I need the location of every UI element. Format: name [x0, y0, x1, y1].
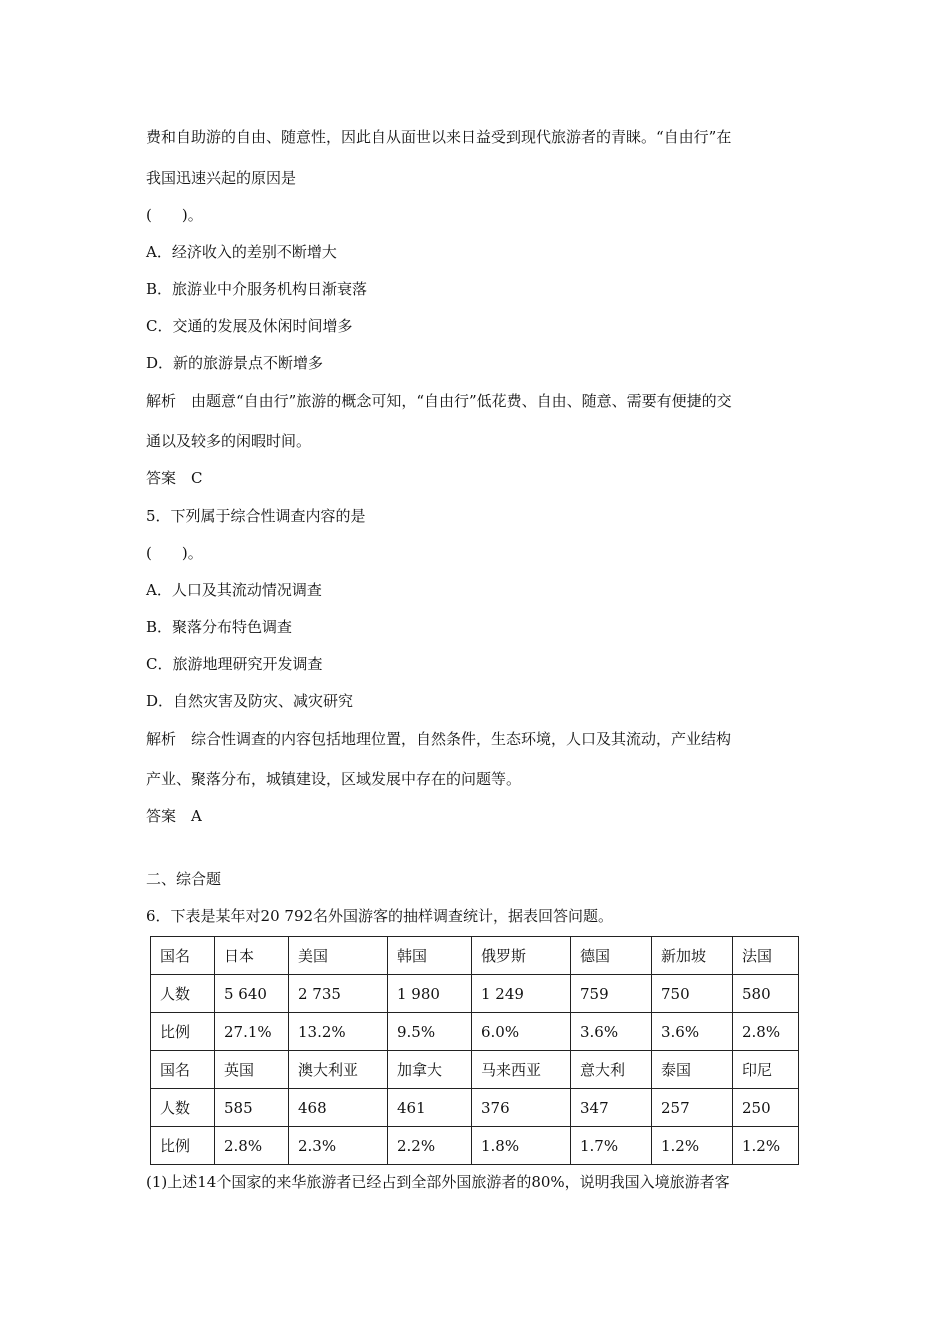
table-cell: 1.2% — [652, 1127, 733, 1165]
table-cell: 376 — [472, 1089, 571, 1127]
q5-analysis-line-1: 解析 综合性调查的内容包括地理位置，自然条件，生态环境，人口及其流动，产业结构 — [146, 730, 732, 748]
table-cell: 6.0% — [472, 1013, 571, 1051]
q5-answer-blank: ( )。 — [146, 544, 203, 562]
table-cell: 1.8% — [472, 1127, 571, 1165]
table-row — [151, 1051, 799, 1089]
table-cell: 人数 — [151, 975, 215, 1013]
q5-option-c: C．旅游地理研究开发调查 — [146, 655, 323, 673]
table-cell: 750 — [652, 975, 733, 1013]
table-cell: 9.5% — [388, 1013, 472, 1051]
table-cell: 人数 — [151, 1089, 215, 1127]
table-cell: 13.2% — [289, 1013, 388, 1051]
table-row — [151, 937, 799, 975]
table-cell: 1.2% — [733, 1127, 799, 1165]
q5-analysis-line-2: 产业、聚落分布，城镇建设，区域发展中存在的问题等。 — [146, 770, 522, 788]
table-cell: 2 735 — [289, 975, 388, 1013]
q4-answer: 答案 C — [146, 469, 203, 487]
table-cell: 德国 — [571, 937, 652, 975]
table-cell: 日本 — [215, 937, 289, 975]
tourist-stats-table — [150, 936, 799, 1165]
table-cell: 3.6% — [652, 1013, 733, 1051]
q4-analysis-line-2: 通以及较多的闲暇时间。 — [146, 432, 312, 450]
table-cell: 比例 — [151, 1127, 215, 1165]
table-cell: 347 — [571, 1089, 652, 1127]
table-cell: 27.1% — [215, 1013, 289, 1051]
table-cell: 585 — [215, 1089, 289, 1127]
table-cell: 印尼 — [733, 1051, 799, 1089]
table-cell: 759 — [571, 975, 652, 1013]
table-cell: 468 — [289, 1089, 388, 1127]
table-cell: 澳大利亚 — [289, 1051, 388, 1089]
table-cell: 1.7% — [571, 1127, 652, 1165]
q4-option-d: D．新的旅游景点不断增多 — [146, 354, 324, 372]
table-cell: 461 — [388, 1089, 472, 1127]
q5-answer: 答案 A — [146, 807, 202, 825]
q5-question: 5．下列属于综合性调查内容的是 — [146, 507, 366, 525]
table-cell: 美国 — [289, 937, 388, 975]
table-cell: 英国 — [215, 1051, 289, 1089]
table-cell: 2.3% — [289, 1127, 388, 1165]
table-cell: 新加坡 — [652, 937, 733, 975]
q4-analysis-line-1: 解析 由题意“自由行”旅游的概念可知，“自由行”低花费、自由、随意、需要有便捷的交 — [146, 392, 732, 410]
table-cell: 国名 — [151, 1051, 215, 1089]
table-cell: 国名 — [151, 937, 215, 975]
table-cell: 意大利 — [571, 1051, 652, 1089]
q4-option-c: C．交通的发展及休闲时间增多 — [146, 317, 353, 335]
table-cell: 马来西亚 — [472, 1051, 571, 1089]
q6-subquestion-1: (1)上述14个国家的来华旅游者已经占到全部外国旅游者的80%，说明我国入境旅游者客 — [146, 1173, 730, 1191]
table-row — [151, 1089, 799, 1127]
section-heading: 二、综合题 — [146, 870, 222, 888]
table-cell: 250 — [733, 1089, 799, 1127]
table-cell: 1 249 — [472, 975, 571, 1013]
table-cell: 2.8% — [733, 1013, 799, 1051]
q4-option-b: B．旅游业中介服务机构日渐衰落 — [146, 280, 368, 298]
table-row — [151, 1127, 799, 1165]
table-cell: 法国 — [733, 937, 799, 975]
table-cell: 俄罗斯 — [472, 937, 571, 975]
table-cell: 2.2% — [388, 1127, 472, 1165]
q4-text-line-2: 我国迅速兴起的原因是 — [146, 169, 297, 187]
table-cell: 加拿大 — [388, 1051, 472, 1089]
q4-option-a: A．经济收入的差别不断增大 — [146, 243, 337, 261]
table-cell: 1 980 — [388, 975, 472, 1013]
q6-question: 6．下表是某年对20 792名外国游客的抽样调查统计，据表回答问题。 — [146, 907, 614, 925]
q4-answer-blank: ( )。 — [146, 206, 203, 224]
q4-text-line-1: 费和自助游的自由、随意性，因此自从面世以来日益受到现代旅游者的青睐。“自由行”在 — [146, 128, 732, 146]
table-cell: 5 640 — [215, 975, 289, 1013]
q5-option-b: B．聚落分布特色调查 — [146, 618, 293, 636]
table-cell: 泰国 — [652, 1051, 733, 1089]
table-row — [151, 975, 799, 1013]
q5-option-d: D．自然灾害及防灾、减灾研究 — [146, 692, 354, 710]
table-cell: 韩国 — [388, 937, 472, 975]
table-cell: 2.8% — [215, 1127, 289, 1165]
table-cell: 257 — [652, 1089, 733, 1127]
table-cell: 比例 — [151, 1013, 215, 1051]
q5-option-a: A．人口及其流动情况调查 — [146, 581, 322, 599]
table-row — [151, 1013, 799, 1051]
table-cell: 3.6% — [571, 1013, 652, 1051]
table-cell: 580 — [733, 975, 799, 1013]
